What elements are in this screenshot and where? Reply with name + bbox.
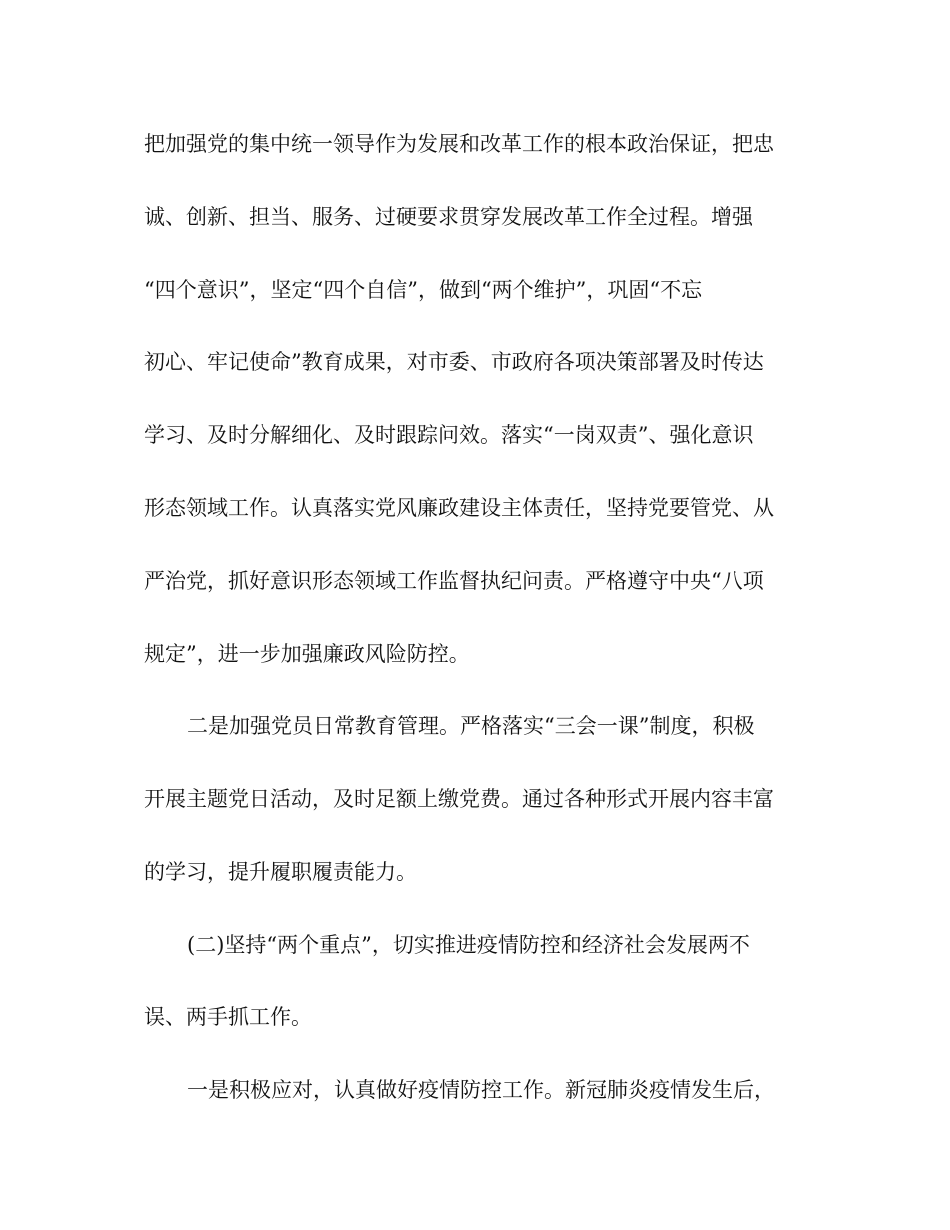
- body-text-line: 规定”，进一步加强廉政风险防控。: [144, 642, 470, 666]
- body-text-line: 初心、牢记使命”教育成果，对市委、市政府各项决策部署及时传达: [144, 350, 764, 374]
- body-text-line: 学习、及时分解细化、及时跟踪问效。落实“一岗双责”、强化意识: [144, 423, 754, 447]
- section-heading-line: 误、两手抓工作。: [144, 1005, 312, 1029]
- paragraph-first-line: 二是加强党员日常教育管理。严格落实“三会一课”制度，积极: [187, 714, 755, 738]
- body-text-line: 开展主题党日活动，及时足额上缴党费。通过各种形式开展内容丰富: [144, 787, 774, 811]
- body-text-line: 把加强党的集中统一领导作为发展和改革工作的根本政治保证，把忠: [144, 132, 774, 156]
- paragraph-first-line: 一是积极应对，认真做好疫情防控工作。新冠肺炎疫情发生后，: [187, 1078, 775, 1102]
- body-text-line: 的学习，提升履职履责能力。: [144, 860, 417, 884]
- section-heading-line: (二)坚持“两个重点”，切实推进疫情防控和经济社会发展两不: [187, 933, 750, 957]
- body-text-line: 严治党，抓好意识形态领域工作监督执纪问责。严格遵守中央“八项: [144, 569, 764, 593]
- body-text-line: “四个意识”，坚定“四个自信”，做到“两个维护”，巩固“不忘: [144, 278, 703, 302]
- body-text-line: 诚、创新、担当、服务、过硬要求贯穿发展改革工作全过程。增强: [144, 205, 753, 229]
- body-text-line: 形态领域工作。认真落实党风廉政建设主体责任，坚持党要管党、从: [144, 496, 774, 520]
